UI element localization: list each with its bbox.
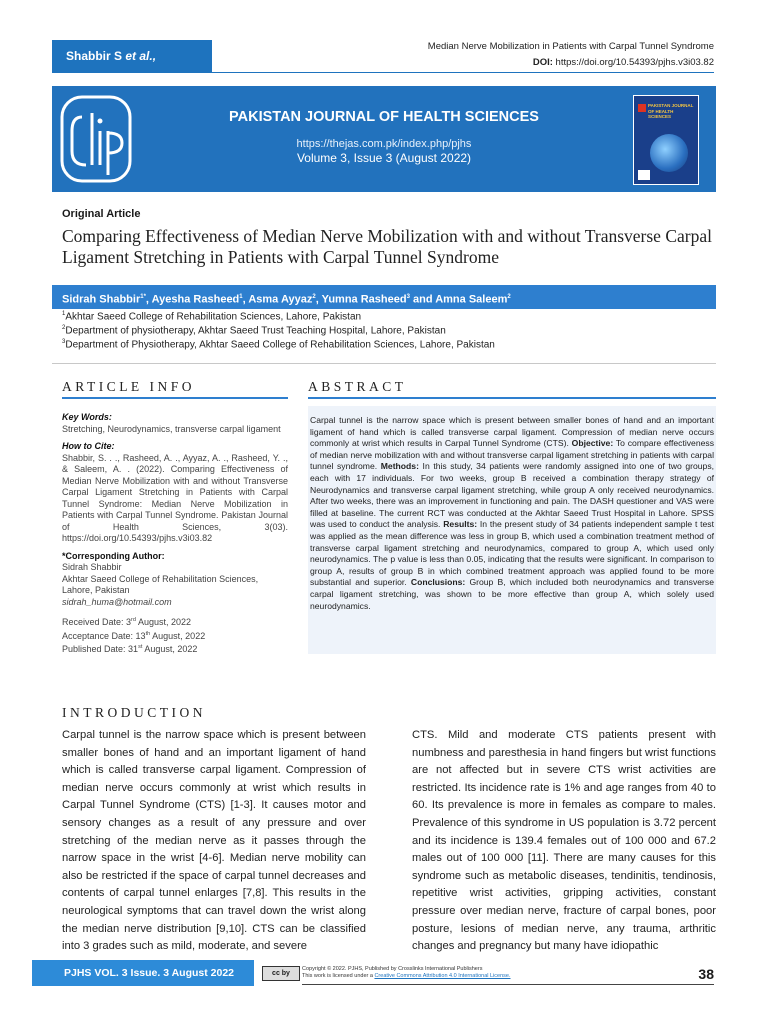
corresponding-affiliation: Akhtar Saeed College of Rehabilitation Sciences, Lahore, Pakistan (62, 573, 259, 595)
license-prefix: This work is licensed under a (302, 973, 375, 979)
results-text: In the present study of 34 patients independent sample t test was applied as the mean difference was less in group B, which used a combination treatment method of transverse carpal ligament stretching and neurodynamics, compared to group A, which used only neurodynamics. The p value is less than 0.05, indicating that the results were significant. In comparison to group A, results of group B in which combined treatment approach was applied found to be more substantial and superior. (310, 519, 714, 588)
article-info-rule (62, 397, 288, 399)
author-tab-etal: et al., (125, 49, 157, 63)
objective-label: Objective: (571, 438, 614, 449)
divider (52, 363, 716, 364)
author-sup: 1* (140, 294, 146, 300)
accepted-date (62, 629, 288, 643)
journal-volume: Volume 3, Issue 3 (August 2022) (296, 151, 472, 165)
abstract-text (310, 415, 714, 612)
introduction-column-1: Carpal tunnel is the narrow space which is present between smaller bones of hand and an important ligament of hand which is called transverse carpal ligament. Compression of median nerve occurs commonly at wrist which results in Carpal Tunnel Syndrome (CTS) [1-3]. It causes motor and sensory changes as a result of any pressure and over stretching of the median nerve as it passes through the narrow space in the wrist [4-6]. Median nerve mobility can also be restricted if the space of carpal tunnel decreases and contents of carpal tunnel enlarges [7,8]. This results in the neurological symptoms that can travel down the wrist along the median nerve distribution [9,10]. CTS can be classified into 3 grades such as mild, moderate, and severe (62, 729, 366, 953)
methods-label: Methods: (380, 461, 419, 472)
author-sup: 1 (239, 294, 243, 300)
accepted-sup: th (145, 630, 151, 637)
header-rule (52, 72, 714, 73)
received-rest: August, 2022 (135, 617, 191, 627)
author-sup: 2 (312, 294, 316, 300)
copyright-notice (302, 966, 511, 980)
received-sup: rd (131, 617, 136, 623)
keywords-text: Stretching, Neurodynamics, transverse carpal ligament (62, 423, 281, 434)
affiliation-sup: 1 (62, 311, 66, 317)
affiliation-text: Akhtar Saeed College of Rehabilitation Sciences, Lahore, Pakistan (65, 311, 362, 323)
abstract-intro: Carpal tunnel is the narrow space which is present between smaller bones of hand and an important ligament of hand which is called transverse carpal ligament. Compression of median nerve occurs commonly at wrist which results in Carpal Tunnel Syndrome (CTS). (310, 415, 714, 449)
authors-bar (52, 285, 716, 309)
author-name: Yumna Rasheed (321, 293, 407, 306)
cite-label: How to Cite: (62, 441, 115, 451)
article-info-panel (62, 412, 288, 656)
affiliation (62, 339, 495, 350)
affiliation-text: Department of physiotherapy, Akhtar Saeed Trust Teaching Hospital, Lahore, Pakistan (65, 325, 446, 337)
received-date (62, 615, 288, 629)
corresponding-name: Sidrah Shabbir (62, 562, 122, 572)
results-label: Results: (443, 519, 478, 530)
author-sup: 2 (507, 294, 511, 300)
published-rest: August, 2022 (142, 644, 198, 654)
doi-label: DOI: (532, 57, 553, 68)
keywords-label: Key Words: (62, 412, 112, 422)
author-name: Sidrah Shabbir (62, 293, 141, 306)
accepted-label: Acceptance Date: 13 (62, 630, 146, 641)
corresponding-label: *Corresponding Author: (62, 550, 165, 561)
affiliation-sup: 3 (62, 339, 66, 345)
conclusions-text: Group B, which included both neurodynamics and transverse carpal ligament stretching, was shown to be more effective than group A, which solely used neurodynamics. (310, 577, 714, 611)
cite-text: Shabbir, S. . ., Rasheed, A. ., Ayyaz, A. ., Rasheed, Y. ., & Saleem, A. . (2022). Comparing Effectiveness of Median Nerve Mobilization with and without Transverse Carpal Ligament Stretching in Patients with Carpal Tunnel Syndrome: Median Nerve Mobilization in Patients with Carpal Tunnel Syndrome. Pakistan Journal of Health Sciences, 3(03). https://doi.org/10.54393/pjhs.v3i03.82 (62, 452, 288, 543)
published-label: Published Date: 31 (62, 644, 139, 654)
copyright-line: Copyright © 2022. PJHS, Published by Crosslinks International Publishers (302, 966, 483, 972)
cc-license-icon: cc by (262, 966, 300, 981)
footer-rule (302, 984, 714, 985)
published-sup: st (138, 644, 143, 650)
author-sep: , (242, 293, 249, 306)
introduction-column-2: CTS. Mild and moderate CTS patients present with numbness and paresthesia in hand fingers but wrist functions are not affected but in severe CTS wrist activities are restricted. Its incidence rate is 1% and age ranges from 40 to 60. Its prevalence is more in females as compare to males. Prevalence of this syndrome in US population is 3.72 percent and its incidence is 139.4 females out of 100 000 and 67.2 males out of 100 000 [11]. There are many causes for this syndrome such as metabolic diseases, tendinitis, tendinosis, repetitive wrist activities, gripping activities, constant pressure over median nerve, fracture of carpal bones, poor posture, lesions of median nerve, any trauma, arthritic changes and pregnancy but many have idiopathic (412, 729, 716, 953)
cover-title: PAKISTAN JOURNAL OF HEALTH SCIENCES (648, 103, 694, 119)
article-type: Original Article (62, 208, 141, 220)
published-date (62, 642, 288, 656)
article-info-heading: ARTICLE INFO (62, 379, 196, 394)
page-number: 38 (698, 966, 714, 982)
license-line (302, 973, 511, 980)
accepted-rest: August, 2022 (150, 630, 206, 641)
doi-link[interactable]: https://doi.org/10.54393/pjhs.v3i03.82 (555, 57, 714, 68)
cover-globe-icon (650, 134, 688, 172)
author-sep: , (145, 293, 152, 306)
affiliation-text: Department of Physiotherapy, Akhtar Saeed College of Rehabilitation Sciences, Lahore, Pakistan (65, 339, 495, 351)
conclusions-label: Conclusions: (410, 577, 466, 588)
methods-text: In this study, 34 patients were randomly assigned into one of two groups, each with 17 individuals. For two weeks, group B received a combination therapy strategy of Neurodynamics and transverse carpal ligament stretching, while group A only received neurodynamics. After two weeks, there was an improvement in functioning and pain. The DASH questioner and VAS were filled at baseline. The current RCT was conducted at the Akhtar Saeed Trust Hospital in Lahore. SPSS was used to conduct the analysis. (310, 461, 715, 530)
paper-title: Comparing Effectiveness of Median Nerve Mobilization with and without Transverse Carpal Ligament Stretching in Patients with Carpal Tunnel Syndrome (62, 226, 712, 267)
abstract-heading: ABSTRACT (308, 379, 407, 394)
affiliation (62, 311, 361, 322)
cover-barcode-icon (638, 170, 650, 180)
doi-line (533, 57, 714, 68)
author-sep: , (315, 293, 322, 306)
abstract-rule (308, 397, 716, 399)
author-sep: and (409, 293, 436, 306)
author-name: Asma Ayyaz (248, 293, 313, 306)
footer-journal-issue: PJHS VOL. 3 Issue. 3 August 2022 (32, 960, 254, 986)
author-name: Amna Saleem (435, 293, 508, 306)
author-tab (52, 40, 212, 72)
journal-url[interactable]: https://thejas.com.pk/index.php/pjhs (296, 138, 472, 150)
journal-cover-thumbnail (633, 95, 699, 185)
author-tab-name: Shabbir S (66, 49, 126, 63)
author-sup: 3 (406, 294, 410, 300)
affiliation (62, 325, 446, 336)
cover-mark-icon (638, 104, 646, 112)
running-title: Median Nerve Mobilization in Patients with Carpal Tunnel Syndrome (427, 41, 714, 52)
license-link[interactable]: Creative Commons Attribution 4.0 International License. (374, 973, 511, 979)
introduction-heading: INTRODUCTION (62, 705, 206, 720)
clip-logo-icon (60, 95, 132, 183)
corresponding-email[interactable]: sidrah_huma@hotmail.com (62, 596, 172, 607)
received-label: Received Date: 3 (62, 617, 132, 627)
author-name: Ayesha Rasheed (151, 293, 240, 306)
affiliation-sup: 2 (62, 325, 66, 331)
journal-name: PAKISTAN JOURNAL OF HEALTH SCIENCES (229, 109, 539, 125)
objective-text: To compare effectiveness of median nerve mobilization with and without transverse carpal ligament stretching in patients with carpal tunnel syndrome. (310, 438, 714, 472)
